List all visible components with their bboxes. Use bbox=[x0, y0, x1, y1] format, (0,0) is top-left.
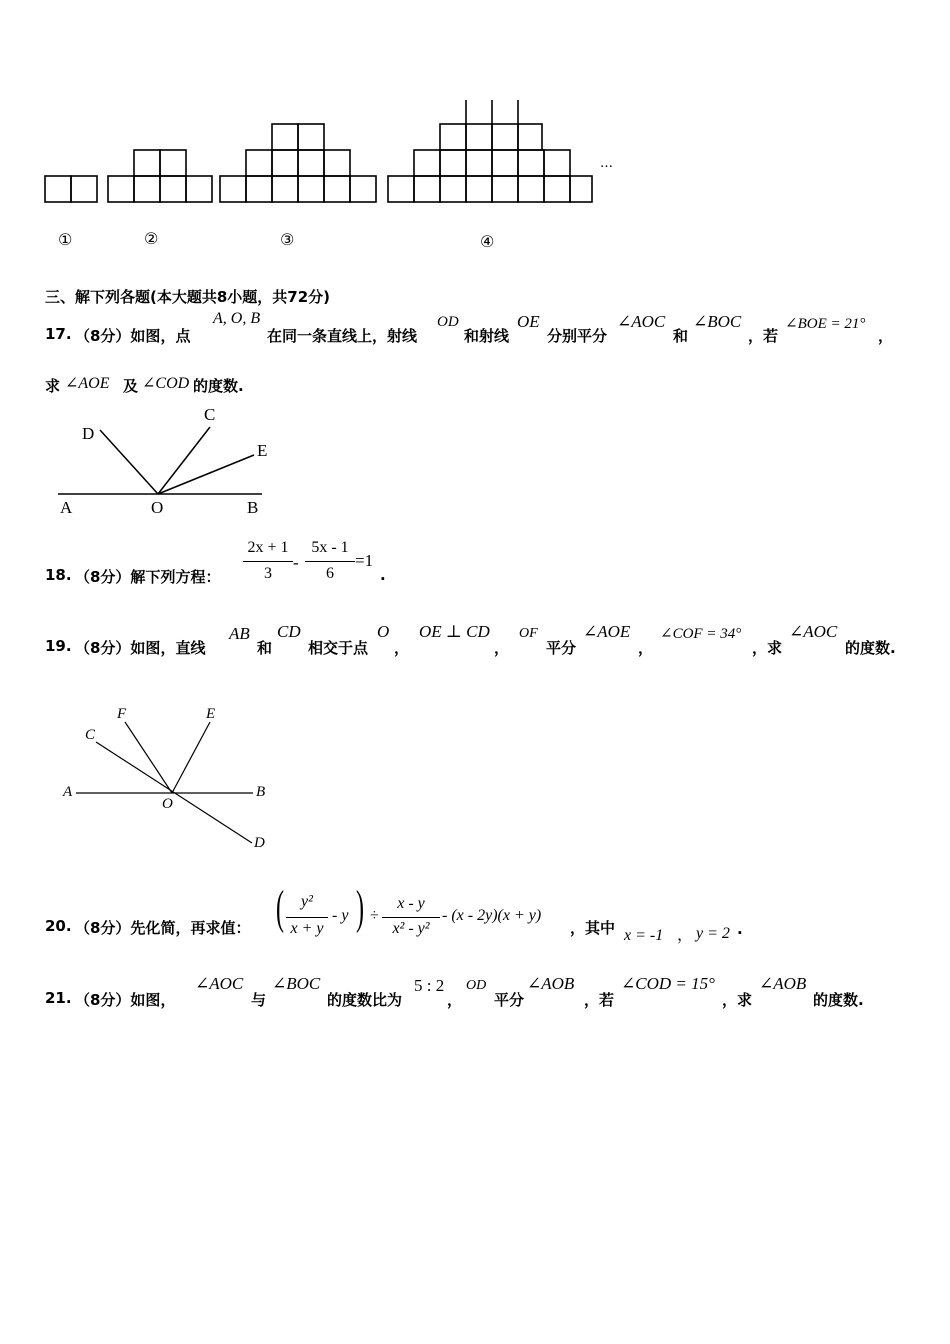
q19-comma-1: ， bbox=[394, 639, 410, 657]
q20-fraction-bar-2 bbox=[382, 917, 440, 918]
q21-boc: ∠BOC bbox=[272, 974, 321, 993]
q19-label-f: F bbox=[117, 706, 127, 722]
q20-denominator-1: x + y bbox=[290, 920, 324, 937]
q17-boc: ∠BOC bbox=[693, 312, 742, 331]
q19-label-c: C bbox=[85, 727, 96, 743]
q19-ray-oe bbox=[172, 722, 210, 793]
q21-od: OD bbox=[466, 978, 487, 993]
figure-label-4: ④ bbox=[480, 232, 495, 251]
q18-denominator-1: 3 bbox=[264, 565, 272, 582]
q20-left-paren: ( bbox=[275, 881, 284, 934]
q21-text-7: 的度数. bbox=[813, 991, 864, 1009]
q17-cod: ∠COD bbox=[142, 375, 190, 392]
q17-aoe: ∠AOE bbox=[65, 375, 110, 392]
q20-divide: ÷ bbox=[370, 907, 379, 924]
q17-text-7: 求 bbox=[45, 377, 61, 395]
q21-text-1: （8分）如图， bbox=[75, 991, 176, 1009]
q20-period: . bbox=[737, 920, 743, 938]
q17-text-3: 和射线 bbox=[464, 327, 510, 345]
q18-numerator-1: 2x + 1 bbox=[247, 539, 289, 556]
figure-label-2: ② bbox=[144, 229, 159, 248]
q19-oe-perp-cd: OE ⊥ CD bbox=[419, 622, 490, 641]
q17-label-a: A bbox=[60, 498, 73, 517]
q19-aoc: ∠AOC bbox=[789, 622, 838, 641]
q20-denominator-2: x² - y² bbox=[392, 920, 430, 937]
q18-equals: =1 bbox=[355, 551, 374, 570]
q18-numerator-2: 5x - 1 bbox=[311, 539, 349, 556]
q19-text-5: ，求 bbox=[752, 639, 783, 657]
q20-x-value: x = -1 bbox=[624, 927, 664, 944]
q17-oe: OE bbox=[517, 312, 540, 331]
q21-aob: ∠AOB bbox=[527, 974, 575, 993]
q20-right-paren: ) bbox=[355, 881, 364, 934]
q20-comma: ， bbox=[677, 927, 694, 944]
q19-of: OF bbox=[519, 626, 538, 641]
q20-number: 20. bbox=[45, 917, 72, 935]
q19-comma-3: ， bbox=[638, 639, 654, 657]
q17-aoc: ∠AOC bbox=[617, 312, 666, 331]
q17-label-d: D bbox=[82, 424, 95, 443]
q21-ratio: 5 : 2 bbox=[414, 976, 445, 995]
q17-text-4: 分别平分 bbox=[547, 327, 608, 345]
q20-minus-y: - y bbox=[332, 907, 349, 924]
q18-denominator-2: 6 bbox=[326, 565, 334, 582]
q19-aoe: ∠AOE bbox=[583, 622, 631, 641]
q20-numerator-2: x - y bbox=[397, 895, 425, 912]
figure-label-1: ① bbox=[58, 230, 73, 249]
q17-label-o: O bbox=[151, 498, 164, 517]
q21-aob-2: ∠AOB bbox=[759, 974, 807, 993]
q17-comma: ， bbox=[878, 327, 894, 345]
q21-cod: ∠COD = 15° bbox=[621, 974, 715, 993]
section-title: 三、解下列各题(本大题共8小题，共72分) bbox=[45, 288, 331, 306]
q17-text-6: ，若 bbox=[748, 327, 779, 345]
q18-number: 18. bbox=[45, 566, 72, 584]
figure-label-3: ③ bbox=[280, 230, 295, 249]
q21-text-5: ，若 bbox=[584, 991, 615, 1009]
q19-ab: AB bbox=[229, 624, 250, 643]
q19-comma-2: ， bbox=[494, 639, 510, 657]
q18-text: （8分）解下列方程： bbox=[75, 568, 221, 586]
q21-text-4: 平分 bbox=[494, 991, 525, 1009]
q19-text-6: 的度数. bbox=[845, 639, 896, 657]
q17-text-5: 和 bbox=[673, 327, 689, 345]
q17-number: 17. bbox=[45, 325, 72, 343]
q18-minus: - bbox=[293, 553, 299, 572]
q17-boe: ∠BOE = 21° bbox=[785, 316, 866, 332]
q21-text-3: 的度数比为 bbox=[327, 991, 403, 1009]
q17-text-2: 在同一条直线上，射线 bbox=[267, 327, 418, 345]
q19-text-2: 和 bbox=[257, 639, 273, 657]
q19-o: O bbox=[377, 622, 390, 641]
q19-label-o: O bbox=[162, 796, 173, 812]
q17-points: A, O, B bbox=[213, 310, 261, 327]
q20-numerator-1: y² bbox=[301, 893, 313, 910]
q17-text-1: （8分）如图，点 bbox=[75, 327, 191, 345]
q19-cof: ∠COF = 34° bbox=[660, 626, 742, 642]
q19-label-d: D bbox=[254, 835, 265, 851]
q21-comma: ， bbox=[447, 991, 463, 1009]
q19-label-b: B bbox=[256, 784, 266, 800]
q21-text-2: 与 bbox=[251, 991, 267, 1009]
q19-text-1: （8分）如图，直线 bbox=[75, 639, 206, 657]
q17-od: OD bbox=[437, 314, 459, 330]
q21-aoc: ∠AOC bbox=[195, 974, 244, 993]
q20-fraction-bar-1 bbox=[286, 917, 328, 918]
figure-ellipsis: … bbox=[600, 156, 613, 171]
q17-text-8: 及 bbox=[123, 377, 139, 395]
q18-period: . bbox=[380, 566, 386, 584]
q19-text-4: 平分 bbox=[546, 639, 577, 657]
q19-text-3: 相交于点 bbox=[308, 639, 369, 657]
q20-text-2: ，其中 bbox=[570, 919, 616, 937]
q20-y-value: y = 2 bbox=[696, 925, 730, 942]
q17-label-b: B bbox=[247, 498, 259, 517]
q20-rest: - (x - 2y)(x + y) bbox=[442, 907, 542, 924]
q19-number: 19. bbox=[45, 637, 72, 655]
q21-number: 21. bbox=[45, 989, 72, 1007]
q17-text-9: 的度数. bbox=[193, 377, 244, 395]
q19-cd: CD bbox=[277, 622, 301, 641]
q19-label-a: A bbox=[63, 784, 73, 800]
q17-label-c: C bbox=[204, 405, 216, 424]
q17-label-e: E bbox=[257, 441, 268, 460]
q21-text-6: ，求 bbox=[722, 991, 753, 1009]
q19-ray-of bbox=[125, 722, 172, 793]
q20-text-1: （8分）先化简，再求值： bbox=[75, 919, 251, 937]
q19-label-e: E bbox=[206, 706, 216, 722]
